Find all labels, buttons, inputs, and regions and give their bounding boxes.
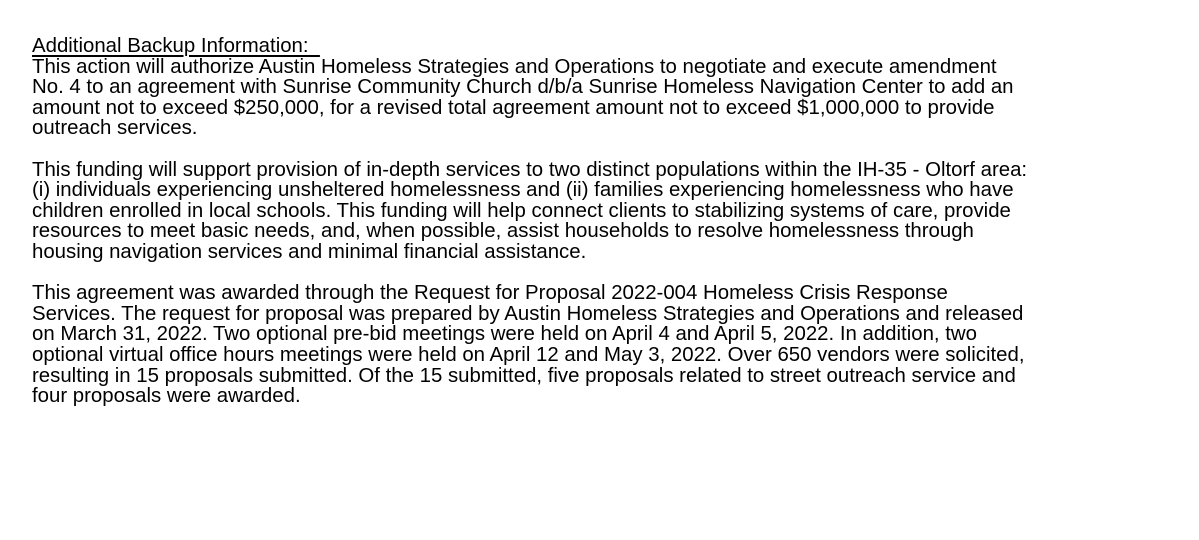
paragraph-line: amount not to exceed $250,000, for a revised total agreement amount not to exceed $1,000,000 to provide	[32, 96, 995, 119]
paragraph-line: four proposals were awarded.	[32, 385, 301, 408]
paragraph-award	[32, 283, 1192, 407]
paragraph-line: housing navigation services and minimal financial assistance.	[32, 240, 587, 263]
paragraph-line: optional virtual office hours meetings were held on April 12 and May 3, 2022. Over 650 vendors were solicited,	[32, 343, 1025, 366]
paragraph-line: resulting in 15 proposals submitted. Of the 15 submitted, five proposals related to street outreach service and	[32, 364, 1016, 387]
paragraph-line: This agreement was awarded through the Request for Proposal 2022-004 Homeless Crisis Response	[32, 282, 948, 305]
document-page	[32, 36, 1192, 427]
paragraph-line: resources to meet basic needs, and, when possible, assist households to resolve homelessness through	[32, 220, 974, 243]
paragraph-line: This action will authorize Austin Homeless Strategies and Operations to negotiate and execute amendment	[32, 55, 997, 78]
paragraph-line: (i) individuals experiencing unsheltered homelessness and (ii) families experiencing homelessness who have	[32, 179, 1014, 202]
paragraph-line: No. 4 to an agreement with Sunrise Community Church d/b/a Sunrise Homeless Navigation Center to add an	[32, 76, 1014, 99]
paragraph-funding	[32, 160, 1192, 263]
paragraph-line: This funding will support provision of in-depth services to two distinct populations within the IH-35 - Oltorf area:	[32, 158, 1028, 181]
section-heading: Additional Backup Information:	[32, 35, 320, 57]
paragraph-line: on March 31, 2022. Two optional pre-bid meetings were held on April 4 and April 5, 2022. In addition, two	[32, 323, 977, 346]
paragraph-amendment	[32, 57, 1192, 139]
paragraph-line: Services. The request for proposal was prepared by Austin Homeless Strategies and Operations and released	[32, 302, 1024, 325]
paragraph-line: children enrolled in local schools. This funding will help connect clients to stabilizing systems of care, provide	[32, 199, 1011, 222]
paragraph-line: outreach services.	[32, 117, 198, 140]
